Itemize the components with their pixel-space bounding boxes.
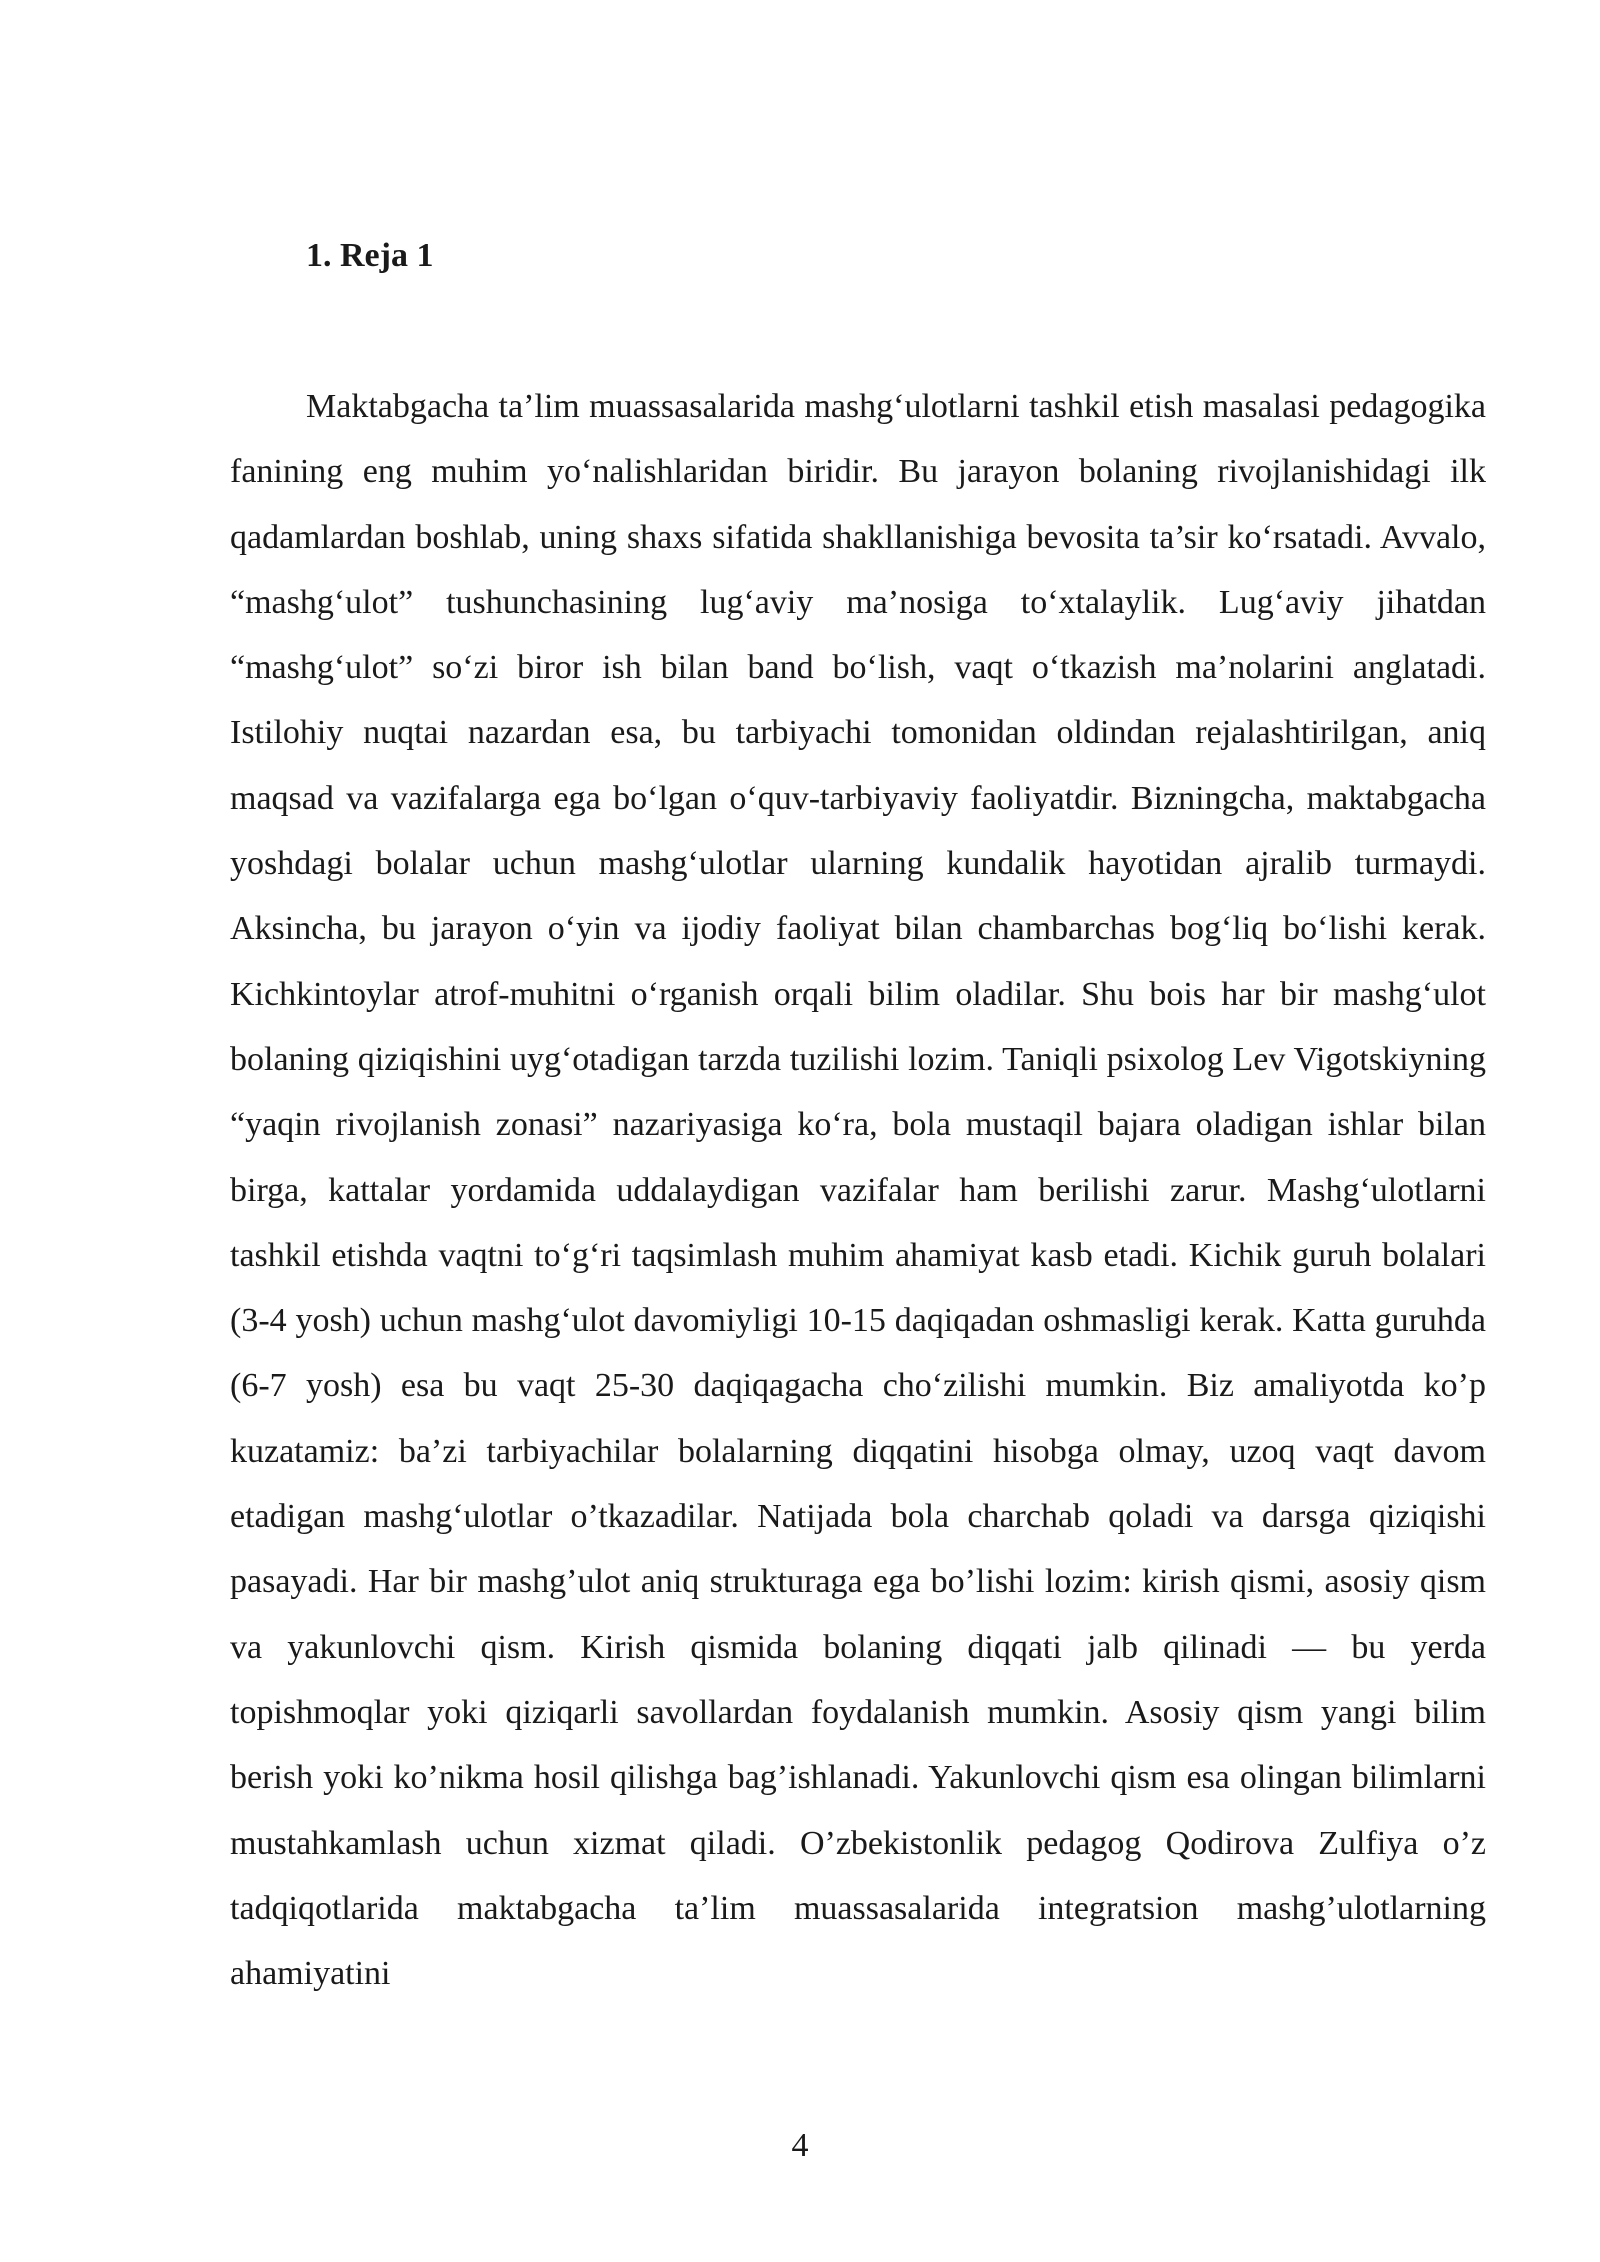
page-number: 4 — [791, 2127, 809, 2164]
body-paragraph: Maktabgacha ta’lim muassasalarida mashg‘ulotlarni tashkil etish masalasi pedagogika fanining eng muhim yo‘nalishlaridan biridir. Bu jarayon bolaning rivojlanishidagi ilk qadamlardan boshlab, uning shaxs sifatida shakllanishiga bevosita ta’sir ko‘rsatadi. Avvalo, “mashg‘ulot” tushunchasining lug‘aviy ma’nosiga to‘xtalaylik. Lug‘aviy jihatdan “mashg‘ulot” so‘zi biror ish bilan band bo‘lish, vaqt o‘tkazish ma’nolarini anglatadi. Istilohiy nuqtai nazardan esa, bu tarbiyachi tomonidan oldindan rejalashtirilgan, aniq maqsad va vazifalarga ega bo‘lgan o‘quv-tarbiyaviy faoliyatdir. Bizningcha, maktabgacha yoshdagi bolalar uchun mashg‘ulotlar ularning kundalik hayotidan ajralib turmaydi. Aksincha, bu jarayon o‘yin va ijodiy faoliyat bilan chambarchas bog‘liq bo‘lishi kerak. Kichkintoylar atrof-muhitni o‘rganish orqali bilim oladilar. Shu bois har bir mashg‘ulot bolaning qiziqishini uyg‘otadigan tarzda tuzilishi lozim. Taniqli psixolog Lev Vigotskiyning “yaqin rivojlanish zonasi” nazariyasiga ko‘ra, bola mustaqil bajara oladigan ishlar bilan birga, kattalar yordamida uddalaydigan vazifalar ham berilishi zarur. Mashg‘ulotlarni tashkil etishda vaqtni to‘g‘ri taqsimlash muhim ahamiyat kasb etadi. Kichik guruh bolalari (3-4 yosh) uchun mashg‘ulot davomiyligi 10-15 daqiqadan oshmasligi kerak. Katta guruhda (6-7 yosh) esa bu vaqt 25-30 daqiqagacha cho‘zilishi mumkin. Biz amaliyotda ko’p kuzatamiz: ba’zi tarbiyachilar bolalarning diqqatini hisobga olmay, uzoq vaqt davom etadigan mashg‘ulotlar o’tkazadilar. Natijada bola charchab qoladi va darsga qiziqishi pasayadi. Har bir mashg’ulot aniq strukturaga ega bo’lishi lozim: kirish qismi, asosiy qism va yakunlovchi qism. Kirish qismida bolaning diqqati jalb qilinadi — bu yerda topishmoqlar yoki qiziqarli savollardan foydalanish mumkin. Asosiy qism yangi bilim berish yoki ko’nikma hosil qilishga bag’ishlanadi. Yakunlovchi qism esa olingan bilimlarni mustahkamlash uchun xizmat qiladi. O’zbekistonlik pedagog Qodirova Zulfiya o’z tadqiqotlarida maktabgacha ta’lim muassasalarida integratsion mashg’ulotlarning ahamiyatini — [230, 388, 1486, 1993]
section-heading: 1. Reja 1 — [306, 237, 434, 274]
